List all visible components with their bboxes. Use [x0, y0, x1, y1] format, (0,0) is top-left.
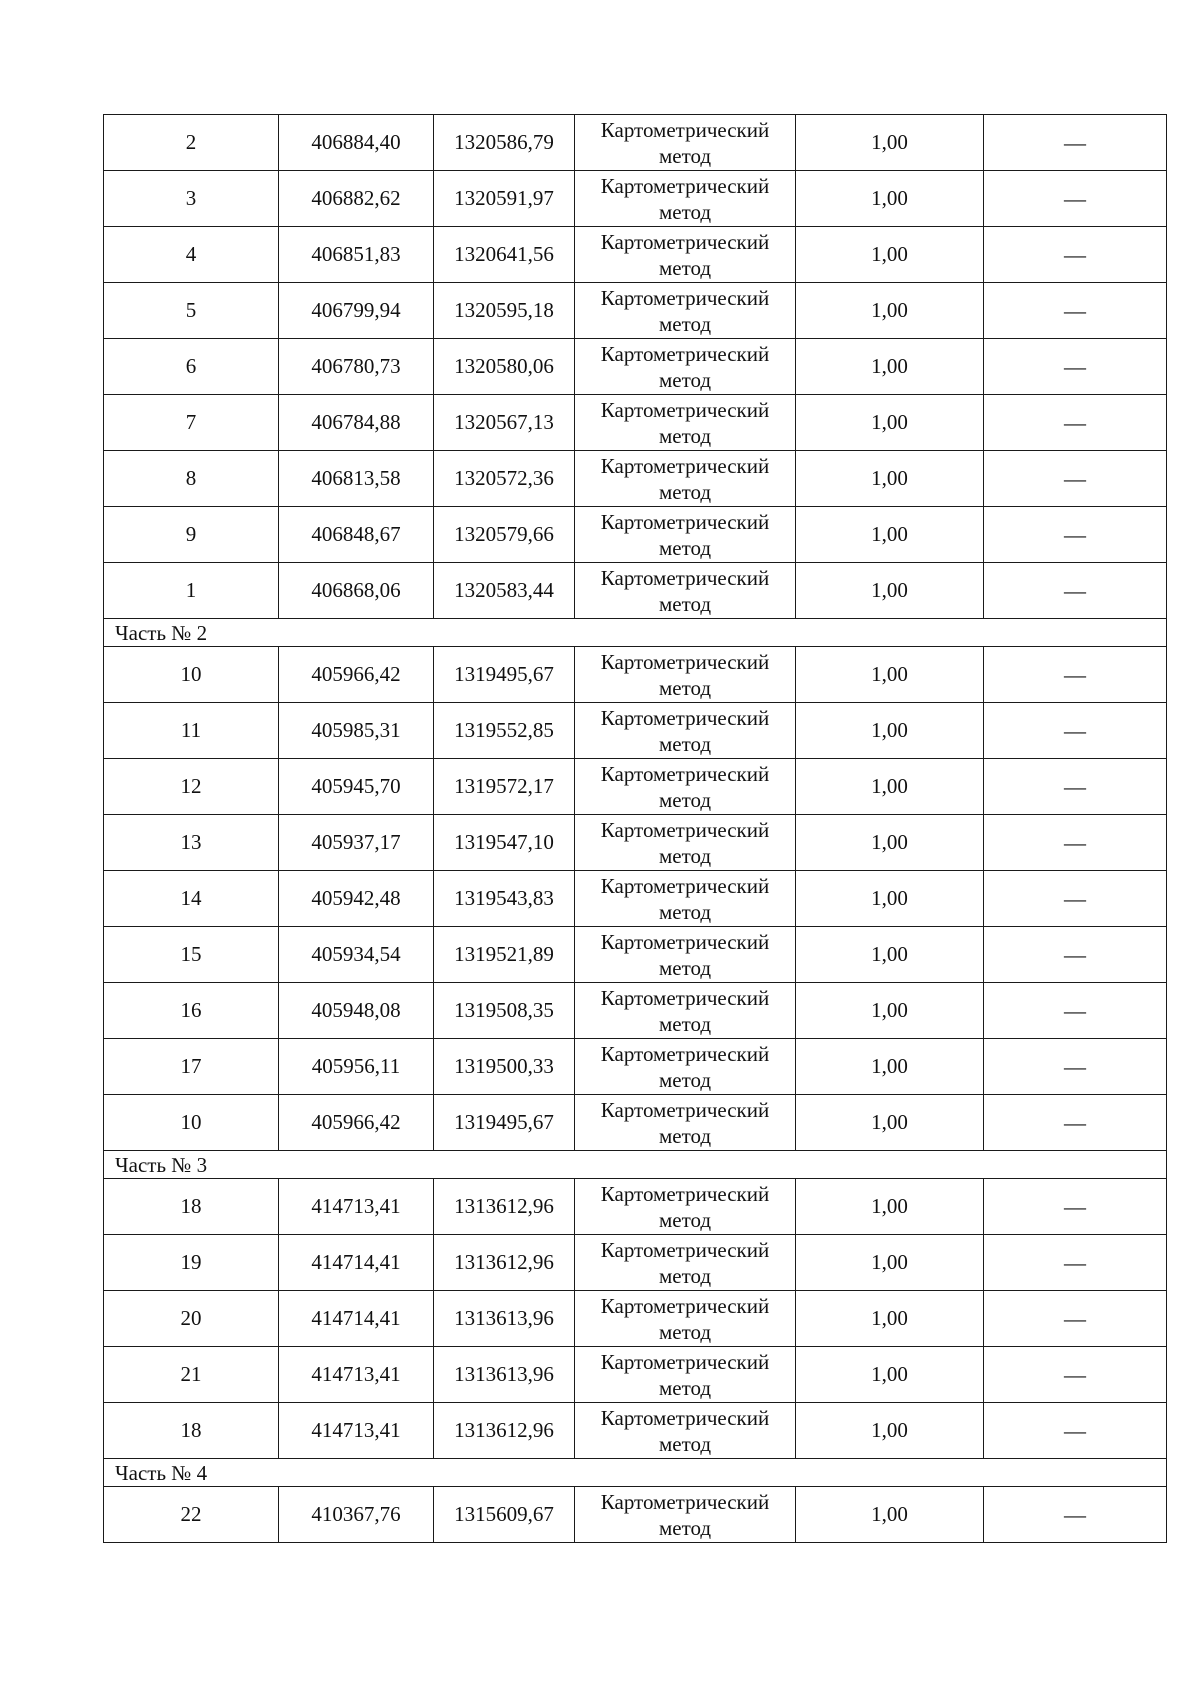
table-row	[104, 1487, 1167, 1543]
method-text-line2: метод	[658, 535, 712, 560]
part-label: Часть № 4	[104, 1459, 1167, 1487]
note-cell: —	[984, 703, 1167, 759]
method-cell	[575, 703, 796, 759]
table-row	[104, 227, 1167, 283]
note-cell: —	[984, 1347, 1167, 1403]
accuracy-cell: 1,00	[796, 1403, 984, 1459]
table-row	[104, 647, 1167, 703]
table-row	[104, 1039, 1167, 1095]
method-text-line2: метод	[658, 479, 712, 504]
point-number-cell: 18	[104, 1179, 279, 1235]
method-text-line2: метод	[658, 423, 712, 448]
y-coordinate-cell: 1320583,44	[434, 563, 575, 619]
accuracy-cell: 1,00	[796, 759, 984, 815]
x-coordinate-cell: 406780,73	[279, 339, 434, 395]
point-number-cell: 22	[104, 1487, 279, 1543]
x-coordinate-cell: 405966,42	[279, 647, 434, 703]
method-text-line2: метод	[658, 955, 712, 980]
method-text-line2: метод	[658, 591, 712, 616]
x-coordinate-cell: 406882,62	[279, 171, 434, 227]
y-coordinate-cell: 1313612,96	[434, 1235, 575, 1291]
accuracy-cell: 1,00	[796, 703, 984, 759]
table-row	[104, 703, 1167, 759]
y-coordinate-cell: 1315609,67	[434, 1487, 575, 1543]
x-coordinate-cell: 406799,94	[279, 283, 434, 339]
x-coordinate-cell: 410367,76	[279, 1487, 434, 1543]
point-number-cell: 17	[104, 1039, 279, 1095]
method-cell	[575, 1179, 796, 1235]
method-text-line1: Картометрический	[600, 117, 770, 142]
accuracy-cell: 1,00	[796, 563, 984, 619]
accuracy-cell: 1,00	[796, 339, 984, 395]
method-text-line1: Картометрический	[600, 1349, 770, 1374]
method-cell	[575, 115, 796, 171]
method-text-line2: метод	[658, 367, 712, 392]
method-text-line2: метод	[658, 1515, 712, 1540]
method-text-line1: Картометрический	[600, 873, 770, 898]
x-coordinate-cell: 414714,41	[279, 1291, 434, 1347]
accuracy-cell: 1,00	[796, 1039, 984, 1095]
method-text-line2: метод	[658, 1123, 712, 1148]
point-number-cell: 4	[104, 227, 279, 283]
method-text-line1: Картометрический	[600, 1041, 770, 1066]
point-number-cell: 1	[104, 563, 279, 619]
method-text-line1: Картометрический	[600, 1405, 770, 1430]
y-coordinate-cell: 1319495,67	[434, 1095, 575, 1151]
y-coordinate-cell: 1313612,96	[434, 1403, 575, 1459]
note-cell: —	[984, 451, 1167, 507]
x-coordinate-cell: 405934,54	[279, 927, 434, 983]
y-coordinate-cell: 1319508,35	[434, 983, 575, 1039]
method-text-line1: Картометрический	[600, 649, 770, 674]
accuracy-cell: 1,00	[796, 227, 984, 283]
accuracy-cell: 1,00	[796, 815, 984, 871]
point-number-cell: 19	[104, 1235, 279, 1291]
point-number-cell: 13	[104, 815, 279, 871]
accuracy-cell: 1,00	[796, 171, 984, 227]
note-cell: —	[984, 339, 1167, 395]
y-coordinate-cell: 1313612,96	[434, 1179, 575, 1235]
x-coordinate-cell: 406813,58	[279, 451, 434, 507]
method-text-line2: метод	[658, 1319, 712, 1344]
y-coordinate-cell: 1319547,10	[434, 815, 575, 871]
method-text-line1: Картометрический	[600, 397, 770, 422]
x-coordinate-cell: 406848,67	[279, 507, 434, 563]
method-cell	[575, 1403, 796, 1459]
point-number-cell: 10	[104, 1095, 279, 1151]
y-coordinate-cell: 1320567,13	[434, 395, 575, 451]
note-cell: —	[984, 507, 1167, 563]
note-cell: —	[984, 1235, 1167, 1291]
point-number-cell: 8	[104, 451, 279, 507]
part-header-row	[104, 1151, 1167, 1179]
method-text-line2: метод	[658, 143, 712, 168]
note-cell: —	[984, 283, 1167, 339]
note-cell: —	[984, 227, 1167, 283]
method-cell	[575, 563, 796, 619]
point-number-cell: 10	[104, 647, 279, 703]
part-header-row	[104, 619, 1167, 647]
accuracy-cell: 1,00	[796, 507, 984, 563]
method-cell	[575, 983, 796, 1039]
method-text-line2: метод	[658, 843, 712, 868]
table-row	[104, 395, 1167, 451]
point-number-cell: 12	[104, 759, 279, 815]
note-cell: —	[984, 647, 1167, 703]
note-cell: —	[984, 1291, 1167, 1347]
point-number-cell: 16	[104, 983, 279, 1039]
x-coordinate-cell: 414713,41	[279, 1403, 434, 1459]
point-number-cell: 3	[104, 171, 279, 227]
method-cell	[575, 647, 796, 703]
method-cell	[575, 1235, 796, 1291]
accuracy-cell: 1,00	[796, 647, 984, 703]
method-text-line2: метод	[658, 1431, 712, 1456]
x-coordinate-cell: 405945,70	[279, 759, 434, 815]
table-row	[104, 1095, 1167, 1151]
note-cell: —	[984, 983, 1167, 1039]
x-coordinate-cell: 406784,88	[279, 395, 434, 451]
table-row	[104, 815, 1167, 871]
method-cell	[575, 871, 796, 927]
note-cell: —	[984, 563, 1167, 619]
table-row	[104, 507, 1167, 563]
point-number-cell: 18	[104, 1403, 279, 1459]
method-cell	[575, 1039, 796, 1095]
y-coordinate-cell: 1313613,96	[434, 1347, 575, 1403]
table-row	[104, 115, 1167, 171]
x-coordinate-cell: 406868,06	[279, 563, 434, 619]
x-coordinate-cell: 405966,42	[279, 1095, 434, 1151]
method-cell	[575, 227, 796, 283]
method-cell	[575, 815, 796, 871]
accuracy-cell: 1,00	[796, 283, 984, 339]
accuracy-cell: 1,00	[796, 927, 984, 983]
method-text-line2: метод	[658, 731, 712, 756]
note-cell: —	[984, 1039, 1167, 1095]
method-text-line2: метод	[658, 787, 712, 812]
accuracy-cell: 1,00	[796, 1235, 984, 1291]
accuracy-cell: 1,00	[796, 1179, 984, 1235]
method-text-line1: Картометрический	[600, 229, 770, 254]
y-coordinate-cell: 1313613,96	[434, 1291, 575, 1347]
y-coordinate-cell: 1320641,56	[434, 227, 575, 283]
method-text-line1: Картометрический	[600, 173, 770, 198]
method-text-line1: Картометрический	[600, 1489, 770, 1514]
y-coordinate-cell: 1319552,85	[434, 703, 575, 759]
accuracy-cell: 1,00	[796, 983, 984, 1039]
method-text-line1: Картометрический	[600, 1293, 770, 1318]
x-coordinate-cell: 414713,41	[279, 1179, 434, 1235]
y-coordinate-cell: 1320595,18	[434, 283, 575, 339]
point-number-cell: 11	[104, 703, 279, 759]
part-header-row	[104, 1459, 1167, 1487]
point-number-cell: 15	[104, 927, 279, 983]
table-row	[104, 171, 1167, 227]
note-cell: —	[984, 1095, 1167, 1151]
table-row	[104, 1179, 1167, 1235]
method-text-line1: Картометрический	[600, 341, 770, 366]
method-text-line1: Картометрический	[600, 1181, 770, 1206]
y-coordinate-cell: 1319572,17	[434, 759, 575, 815]
y-coordinate-cell: 1320586,79	[434, 115, 575, 171]
accuracy-cell: 1,00	[796, 1291, 984, 1347]
note-cell: —	[984, 171, 1167, 227]
note-cell: —	[984, 815, 1167, 871]
method-text-line2: метод	[658, 311, 712, 336]
note-cell: —	[984, 871, 1167, 927]
table-row	[104, 451, 1167, 507]
method-cell	[575, 927, 796, 983]
accuracy-cell: 1,00	[796, 395, 984, 451]
method-text-line2: метод	[658, 1207, 712, 1232]
y-coordinate-cell: 1319543,83	[434, 871, 575, 927]
x-coordinate-cell: 414714,41	[279, 1235, 434, 1291]
accuracy-cell: 1,00	[796, 1347, 984, 1403]
point-number-cell: 20	[104, 1291, 279, 1347]
table-row	[104, 759, 1167, 815]
note-cell: —	[984, 115, 1167, 171]
method-text-line1: Картометрический	[600, 761, 770, 786]
point-number-cell: 14	[104, 871, 279, 927]
y-coordinate-cell: 1319521,89	[434, 927, 575, 983]
method-cell	[575, 283, 796, 339]
table-row	[104, 283, 1167, 339]
table-row	[104, 927, 1167, 983]
table-row	[104, 563, 1167, 619]
method-text-line1: Картометрический	[600, 929, 770, 954]
note-cell: —	[984, 1179, 1167, 1235]
x-coordinate-cell: 405948,08	[279, 983, 434, 1039]
method-cell	[575, 507, 796, 563]
accuracy-cell: 1,00	[796, 115, 984, 171]
method-text-line1: Картометрический	[600, 817, 770, 842]
method-text-line2: метод	[658, 899, 712, 924]
table-row	[104, 1235, 1167, 1291]
point-number-cell: 6	[104, 339, 279, 395]
y-coordinate-cell: 1320572,36	[434, 451, 575, 507]
method-cell	[575, 1347, 796, 1403]
point-number-cell: 9	[104, 507, 279, 563]
note-cell: —	[984, 759, 1167, 815]
x-coordinate-cell: 406851,83	[279, 227, 434, 283]
table-row	[104, 1403, 1167, 1459]
method-cell	[575, 451, 796, 507]
x-coordinate-cell: 405956,11	[279, 1039, 434, 1095]
coordinates-table-body	[104, 115, 1167, 1543]
method-text-line2: метод	[658, 1067, 712, 1092]
method-text-line2: метод	[658, 199, 712, 224]
x-coordinate-cell: 406884,40	[279, 115, 434, 171]
accuracy-cell: 1,00	[796, 1487, 984, 1543]
method-text-line1: Картометрический	[600, 705, 770, 730]
x-coordinate-cell: 405937,17	[279, 815, 434, 871]
table-row	[104, 871, 1167, 927]
method-text-line1: Картометрический	[600, 1097, 770, 1122]
y-coordinate-cell: 1320579,66	[434, 507, 575, 563]
part-label: Часть № 2	[104, 619, 1167, 647]
accuracy-cell: 1,00	[796, 871, 984, 927]
method-text-line2: метод	[658, 675, 712, 700]
method-text-line2: метод	[658, 1011, 712, 1036]
table-row	[104, 1347, 1167, 1403]
y-coordinate-cell: 1320591,97	[434, 171, 575, 227]
method-text-line1: Картометрический	[600, 985, 770, 1010]
point-number-cell: 7	[104, 395, 279, 451]
method-cell	[575, 1291, 796, 1347]
method-cell	[575, 1487, 796, 1543]
method-cell	[575, 1095, 796, 1151]
accuracy-cell: 1,00	[796, 1095, 984, 1151]
part-label: Часть № 3	[104, 1151, 1167, 1179]
table-row	[104, 339, 1167, 395]
method-text-line2: метод	[658, 1263, 712, 1288]
method-cell	[575, 171, 796, 227]
y-coordinate-cell: 1319495,67	[434, 647, 575, 703]
method-text-line1: Картометрический	[600, 1237, 770, 1262]
y-coordinate-cell: 1320580,06	[434, 339, 575, 395]
note-cell: —	[984, 927, 1167, 983]
point-number-cell: 21	[104, 1347, 279, 1403]
coordinates-table	[103, 114, 1167, 1543]
method-text-line1: Картометрический	[600, 565, 770, 590]
accuracy-cell: 1,00	[796, 451, 984, 507]
table-row	[104, 983, 1167, 1039]
x-coordinate-cell: 414713,41	[279, 1347, 434, 1403]
point-number-cell: 2	[104, 115, 279, 171]
method-cell	[575, 339, 796, 395]
note-cell: —	[984, 1403, 1167, 1459]
note-cell: —	[984, 1487, 1167, 1543]
x-coordinate-cell: 405942,48	[279, 871, 434, 927]
note-cell: —	[984, 395, 1167, 451]
method-cell	[575, 395, 796, 451]
method-text-line2: метод	[658, 255, 712, 280]
method-text-line1: Картометрический	[600, 453, 770, 478]
y-coordinate-cell: 1319500,33	[434, 1039, 575, 1095]
method-text-line1: Картометрический	[600, 509, 770, 534]
method-text-line1: Картометрический	[600, 285, 770, 310]
point-number-cell: 5	[104, 283, 279, 339]
method-text-line2: метод	[658, 1375, 712, 1400]
table-row	[104, 1291, 1167, 1347]
method-cell	[575, 759, 796, 815]
x-coordinate-cell: 405985,31	[279, 703, 434, 759]
